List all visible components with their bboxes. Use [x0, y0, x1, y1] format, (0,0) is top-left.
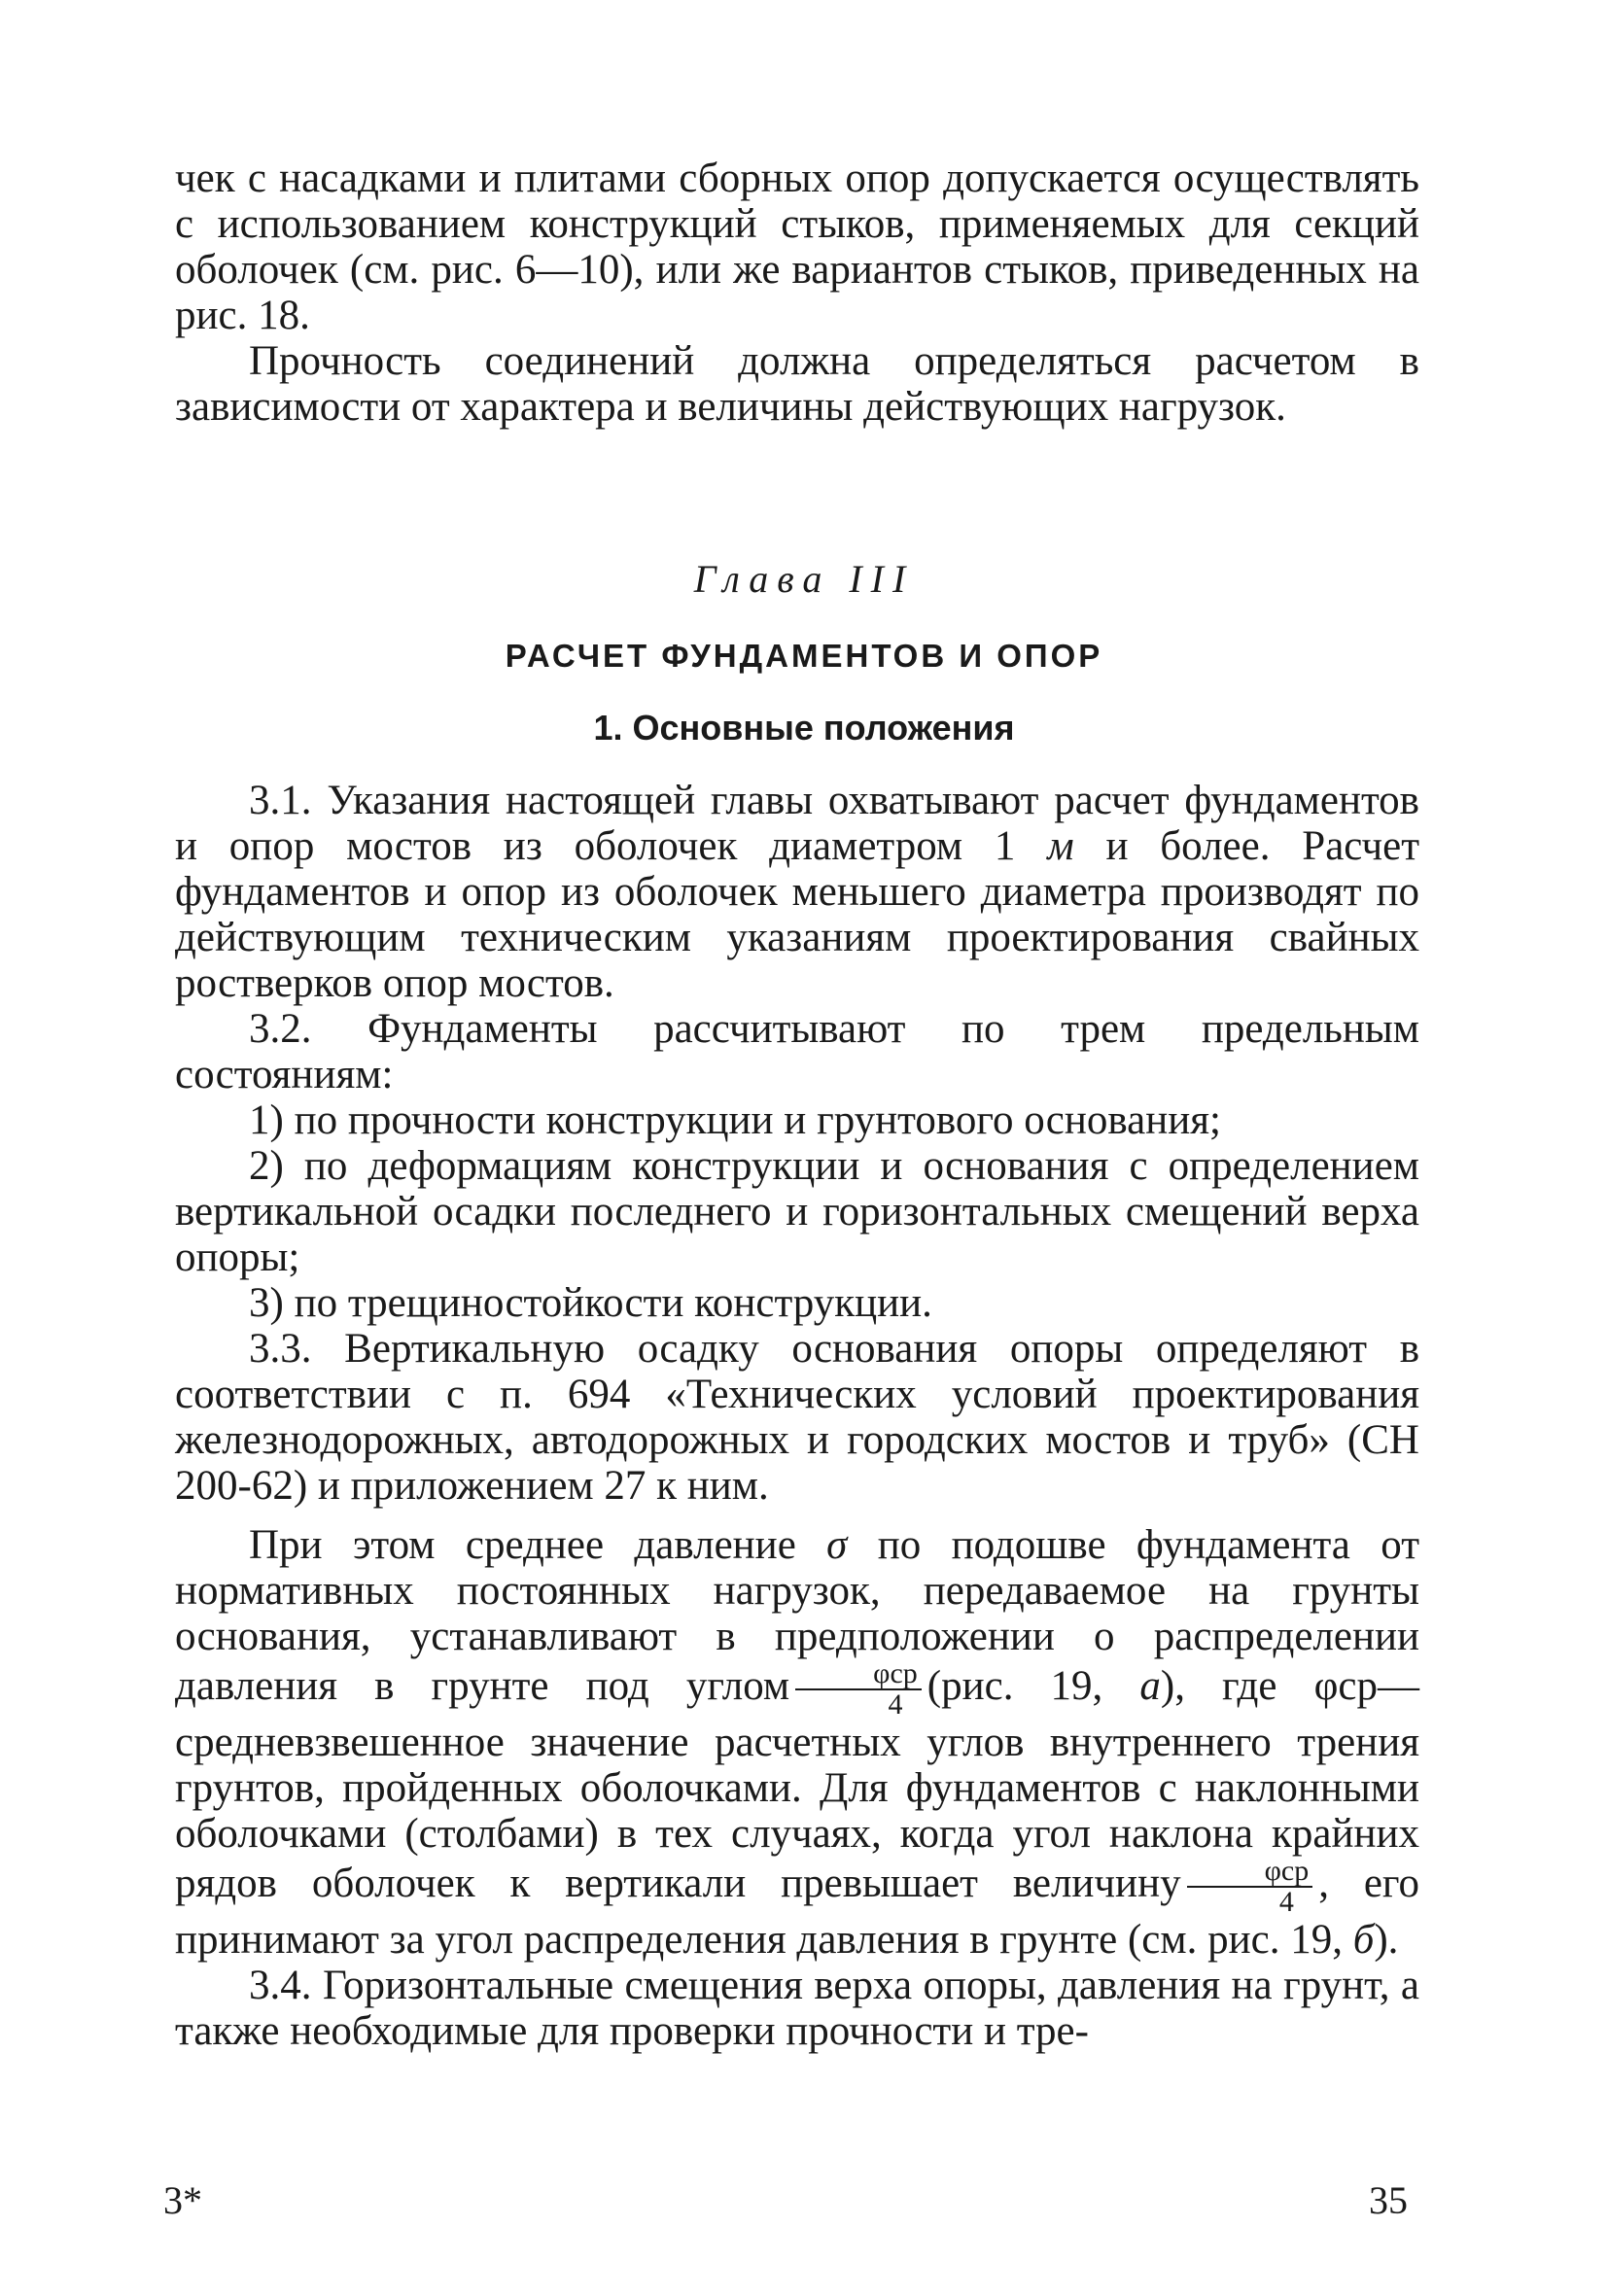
pressure-text-d: ), где φср—средневзвешенное значение расчетных углов внутреннего трения грунтов, пройденных оболочками. Для фундаментов с наклонными оболочками (столбами) в тех случаях, когда угол наклона крайних рядов оболочек к вертикали превышает величину: [175, 1662, 1420, 1906]
figure-ref-a: а: [1139, 1662, 1161, 1709]
pressure-text-b: по подошве фундамента от нормативных постоянных нагрузок, передаваемое на грунты основания, устанавливают в предположении о распределении давления в грунте под углом: [175, 1522, 1419, 1709]
paragraph-3-3: 3.3. Вертикальную осадку основания опоры определяют в соответствии с п. 694 «Технических условий проектирования железнодорожных, автодорожных и городских мостов и труб» (СН 200-62) и приложением 27 к ним.: [175, 1326, 1419, 1509]
body-text-block: [175, 778, 1419, 2054]
paragraph-3-2: 3.2. Фундаменты рассчитывают по трем предельным состояниям:: [175, 1006, 1419, 1097]
fraction-denominator: 4: [1278, 1886, 1294, 1918]
chapter-label: Глава III: [693, 557, 915, 601]
pressure-text-e: , его принимают за угол распределения давления в грунте (см. рис. 19,: [175, 1860, 1419, 1963]
signature-mark: 3*: [163, 2178, 202, 2222]
unit-meter: м: [1047, 823, 1074, 869]
list-item-1: 1) по прочности конструкции и грунтового основания;: [249, 1097, 1221, 1143]
paragraph-3-1: [175, 778, 1419, 1006]
page-number: 35: [1369, 2178, 1408, 2222]
list-item-3: 3) по трещиностойкости конструкции.: [249, 1280, 932, 1326]
continuation-paragraph: чек с насадками и плитами сборных опор допускается осуществлять с использованием конструкций стыков, применяемых для секций оболочек (см. рис. 6—10), или же вариантов стыков, приведенных на рис. 18.: [175, 156, 1419, 338]
strength-paragraph: Прочность соединений должна определяться расчетом в зависимости от характера и величины действующих нагрузок.: [175, 338, 1419, 430]
list-item-2: 2) по деформациям конструкции и основания с определением вертикальной осадки последнего и горизонтальных смещений верха опоры;: [175, 1143, 1419, 1280]
fraction-numerator: φср: [1187, 1857, 1313, 1888]
section-title: 1. Основные положения: [593, 708, 1015, 748]
pressure-text-a: При этом среднее давление: [249, 1522, 827, 1568]
figure-ref-b: б: [1352, 1917, 1375, 1963]
sigma-symbol: σ: [826, 1522, 848, 1568]
pressure-paragraph: [175, 1522, 1419, 1963]
chapter-title: РАСЧЕТ ФУНДАМЕНТОВ И ОПОР: [505, 638, 1103, 674]
pressure-text-f: ).: [1374, 1917, 1399, 1963]
fraction-numerator: φср: [795, 1659, 922, 1690]
fraction-phi-over-4-second: [1187, 1857, 1313, 1917]
fraction-phi-over-4: [795, 1659, 922, 1720]
paragraph-3-4: 3.4. Горизонтальные смещения верха опоры, давления на грунт, а также необходимые для проверки прочности и тре-: [175, 1963, 1419, 2054]
paragraph-3-1-start: 3.1. Указания настоящей главы охватывают расчет фундаментов и опор мостов из оболочек диаметром 1: [175, 778, 1419, 869]
fraction-denominator: 4: [888, 1688, 903, 1721]
pressure-text-c: (рис. 19,: [926, 1662, 1140, 1709]
paragraph-3-1-end: и более. Расчет фундаментов и опор из оболочек меньшего диаметра производят по действующим техническим указаниям проектирования свайных ростверков опор мостов.: [175, 823, 1420, 1006]
top-text-block: [175, 156, 1419, 430]
